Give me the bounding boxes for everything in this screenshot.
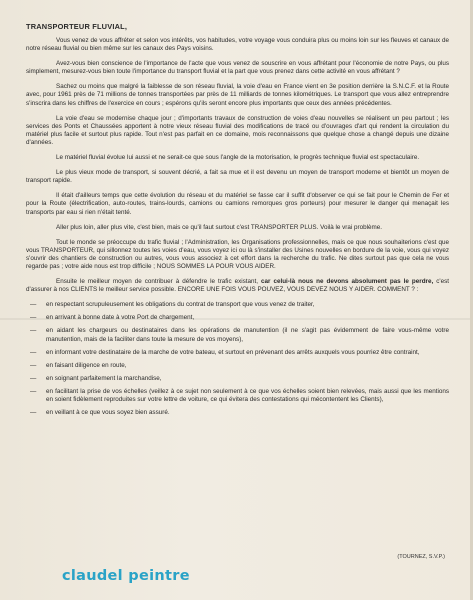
paragraph-7: Il était d'ailleurs temps que cette évolution du réseau et du matériel se fasse car il suffit d'observer ce qui se fait pour le Chemin de Fer et pour la Route (électrification, auto-routes, trains-lourds, camions ou camions remorques gros porteurs) pour mesurer le danger qui menaçait les transports par eau si rien n'était tenté.	[26, 192, 449, 216]
list-item: — en faisant diligence en route,	[26, 362, 449, 370]
lead-text-end: c'est d'assurer à nos CLIENTS le meilleur service possible. ENCORE UNE FOIS VOUS POUVEZ, VOUS DEVEZ NOUS Y AIDER. COMMENT ? :	[26, 278, 449, 294]
brand-stamp: claudel peintre	[62, 568, 190, 584]
recommendation-list	[26, 301, 449, 417]
paragraph-9: Tout le monde se préoccupe du trafic fluvial ; l'Administration, les Organisations professionnelles, mais ce que nous souhaiterions c'est que vous TRANSPORTEUR, qui sillonnez toutes les voies d'eau, vous voyez ici ou là s'installer des Usines nouvelles en bordure de la voie, vous qui voyez s'ouvrir des chantiers de construction ou autres, vous vous associez à cet effort dans la recherche du trafic. Ne dites surtout pas que cela ne vous regarde pas ; votre aide nous est trop difficile ; NOUS SOMMES LA POUR VOUS AIDER.	[26, 238, 449, 270]
list-item: — en veillant à ce que vous soyez bien assuré.	[26, 409, 449, 417]
paragraph-2: Avez-vous bien conscience de l'importance de l'acte que vous venez de souscrire en vous affrétant pour l'économie de notre Pays, ou plus simplement, mesurez-vous bien toute l'importance du transport fluvial et la part que vous prenez dans cette activité en vous affrétant ?	[26, 60, 449, 76]
document-title: TRANSPORTEUR FLUVIAL,	[26, 22, 128, 31]
paragraph-3: Sachez ou moins que malgré la faiblesse de son réseau fluvial, la voie d'eau en France vient en 3e position derrière la S.N.C.F. et la Route avec, pour 1961 près de 71 millions de tonnes transportées par près de 11 milliards de tonnes kilométriques. Le transport que vous allez entreprendre s'inscrira dans les chiffres de l'exercice en cours ; espérons qu'ils seront encore plus importants que ceux des années précédentes.	[26, 83, 449, 107]
paragraph-6: Le plus vieux mode de transport, si souvent décrié, a fait sa mue et il est devenu un moyen de transport moderne et bientôt un moyen de transport rapide.	[26, 169, 449, 185]
page-footer	[0, 554, 473, 600]
lead-text-start: Ensuite le meilleur moyen de contribuer à défendre le trafic existant,	[56, 278, 259, 286]
paragraph-8: Aller plus loin, aller plus vite, c'est bien, mais ce qu'il faut surtout c'est TRANSPORTER PLUS. Voilà le vrai problème.	[56, 223, 383, 231]
lead-text-bold: car celui-là nous ne devons absolument pas le perdre,	[261, 278, 434, 286]
paragraph-1: Vous venez de vous affréter et selon vos intérêts, vos habitudes, votre voyage vous conduira plus ou moins loin sur les fleuves et canaux de notre réseau fluvial ou bien même sur les canaux des Pays voisins.	[26, 37, 449, 53]
list-item: — en respectant scrupuleusement les obligations du contrat de transport que vous venez de traiter,	[26, 301, 449, 309]
list-item: — en soignant parfaitement la marchandise,	[26, 375, 449, 383]
paragraph-lead	[26, 278, 449, 294]
list-item: — en informant votre destinataire de la marche de votre bateau, et surtout en prévenant des arrêts auxquels vous pourriez être contraint,	[26, 349, 449, 357]
list-item: — en arrivant à bonne date à votre Port de chargement,	[26, 314, 449, 322]
paragraph-4: La voie d'eau se modernise chaque jour ; d'importants travaux de construction de voies d'eau nouvelles se réalisent un peu partout ; les services des Ponts et Chaussées apportent à notre vieux réseau fluvial des modifications de tracé ou d'ouvrages d'art qui rendent la circulation du matériel plus facile et surtout plus rapide. Tout n'est pas parfait en ce domaine, mois reconnaissons que quelque chose a changé depuis une dizaine d'années.	[26, 114, 449, 146]
paragraph-5: Le matériel fluvial évolue lui aussi et ne serait-ce que sous l'angle de la motorisation, le progrès technique fluvial est spectaculaire.	[56, 154, 420, 162]
list-item: — en facilitant la prise de vos échelles (veillez à ce sujet non seulement à ce que vos échelles soient bien relevées, mais aussi que les mentions en soient fidèlement reproduites sur votre lettre de voiture, ce qui évitera des contestations qui mécontentent les Clients),	[26, 388, 449, 404]
list-item: — en aidant les chargeurs ou destinataires dans les opérations de manutention (il ne s'agit pas évidemment de faire vous-même votre manutention, mais de la faciliter dans toute la mesure de vos moyens),	[26, 327, 449, 343]
turn-over-note: (TOURNEZ, S.V.P.)	[397, 554, 445, 560]
